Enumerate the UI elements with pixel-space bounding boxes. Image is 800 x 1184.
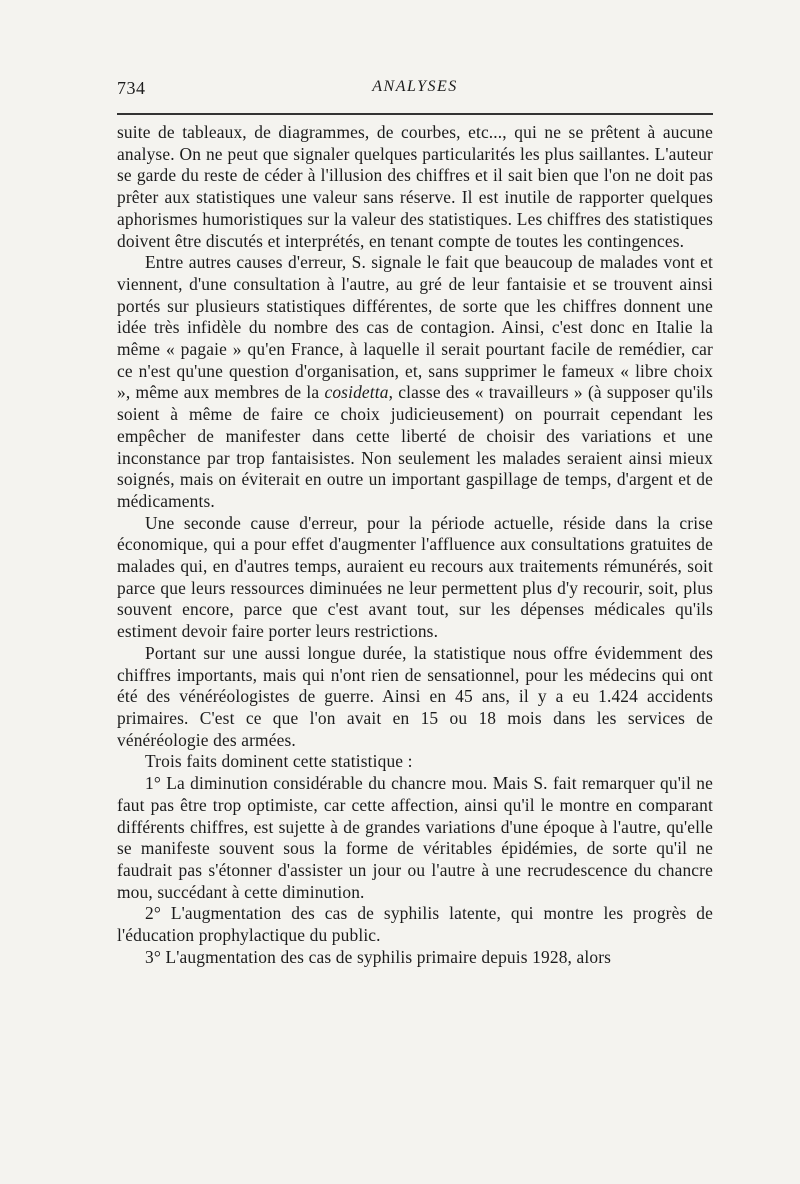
paragraph-continuation: suite de tableaux, de diagrammes, de courbes, etc..., qui ne se prêtent à aucune analyse. On ne peut que signaler quelques particularités les plus saillantes. L'auteur se garde du reste de céder à l'illusion des chiffres et il sait bien que l'on ne doit pas prêter aux statistiques une valeur sans réserve. Il est inutile de rapporter quelques aphorismes humoristiques sur la valeur des statistiques. Les chiffres des statistiques doivent être discutés et interprétés, en tenant compte de toutes les contingences. [117, 122, 713, 251]
italic-term: cosidetta [324, 382, 389, 403]
paragraph-trois-faits: Trois faits dominent cette statistique : [145, 751, 413, 772]
paragraph-fait-2: 2° L'augmentation des cas de syphilis latente, qui montre les progrès de l'éducation prophylactique du public. [117, 903, 713, 946]
header-rule [117, 113, 713, 115]
paragraph-causes-erreur: Entre autres causes d'erreur, S. signale le fait que beaucoup de malades vont et viennent, d'une consultation à l'autre, au gré de leur fantaisie et se trouvent ainsi portés sur plusieurs statistiques différentes, de sorte que les chiffres donnent une idée très infidèle du nombre des cas de contagion. Ainsi, c'est donc en Italie la même « pagaie » qu'en France, à laquelle il serait pourtant facile de remédier, car ce n'est qu'une question d'organisation, et, sans supprimer le fameux « libre choix », même aux membres de la cosidetta, classe des « travailleurs » (à supposer qu'ils soient à même de faire ce choix judicieusement) on pourrait cependant les empêcher de manifester dans cette liberté de choisir des variations et une inconstance par trop fantaisistes. Non seulement les malades seraient ainsi mieux soignés, mais on éviterait en outre un important gaspillage de temps, d'argent et de médicaments. [117, 252, 713, 511]
body-text [117, 122, 713, 968]
running-head: ANALYSES [372, 78, 458, 95]
page-header [117, 76, 713, 104]
paragraph-fait-1: 1° La diminution considérable du chancre mou. Mais S. fait remarquer qu'il ne faut pas être trop optimiste, car cette affection, ainsi qu'il le montre en comparant différents chiffres, est sujette à de grandes variations d'une époque à l'autre, qu'elle se manifeste souvent sous la forme de véritables épidémies, de sorte qu'il ne faudrait pas s'étonner d'assister un jour ou l'autre à une recrudescence du chancre mou, succédant à cette diminution. [117, 773, 713, 902]
page-number: 734 [117, 78, 146, 98]
paragraph-longue-duree: Portant sur une aussi longue durée, la statistique nous offre évidemment des chiffres importants, mais qui n'ont rien de sensationnel, pour les médecins qui ont été des vénéréologistes de guerre. Ainsi en 45 ans, il y a eu 1.424 accidents primaires. C'est ce que l'on avait en 15 ou 18 mois dans les services de vénéréologie des armées. [117, 642, 713, 750]
paragraph-seconde-cause: Une seconde cause d'erreur, pour la période actuelle, réside dans la crise économique, qui a pour effet d'augmenter l'affluence aux consultations gratuites de malades qui, en d'autres temps, auraient eu recours aux traitements rémunérés, soit parce que leurs ressources diminuées ne leur permettent plus d'y recourir, soit, plus souvent encore, parce que c'est avant tout, sur les dépenses médicales qu'ils estiment devoir faire porter leurs restrictions. [117, 512, 713, 642]
paragraph-fait-3: 3° L'augmentation des cas de syphilis primaire depuis 1928, alors [145, 946, 612, 967]
